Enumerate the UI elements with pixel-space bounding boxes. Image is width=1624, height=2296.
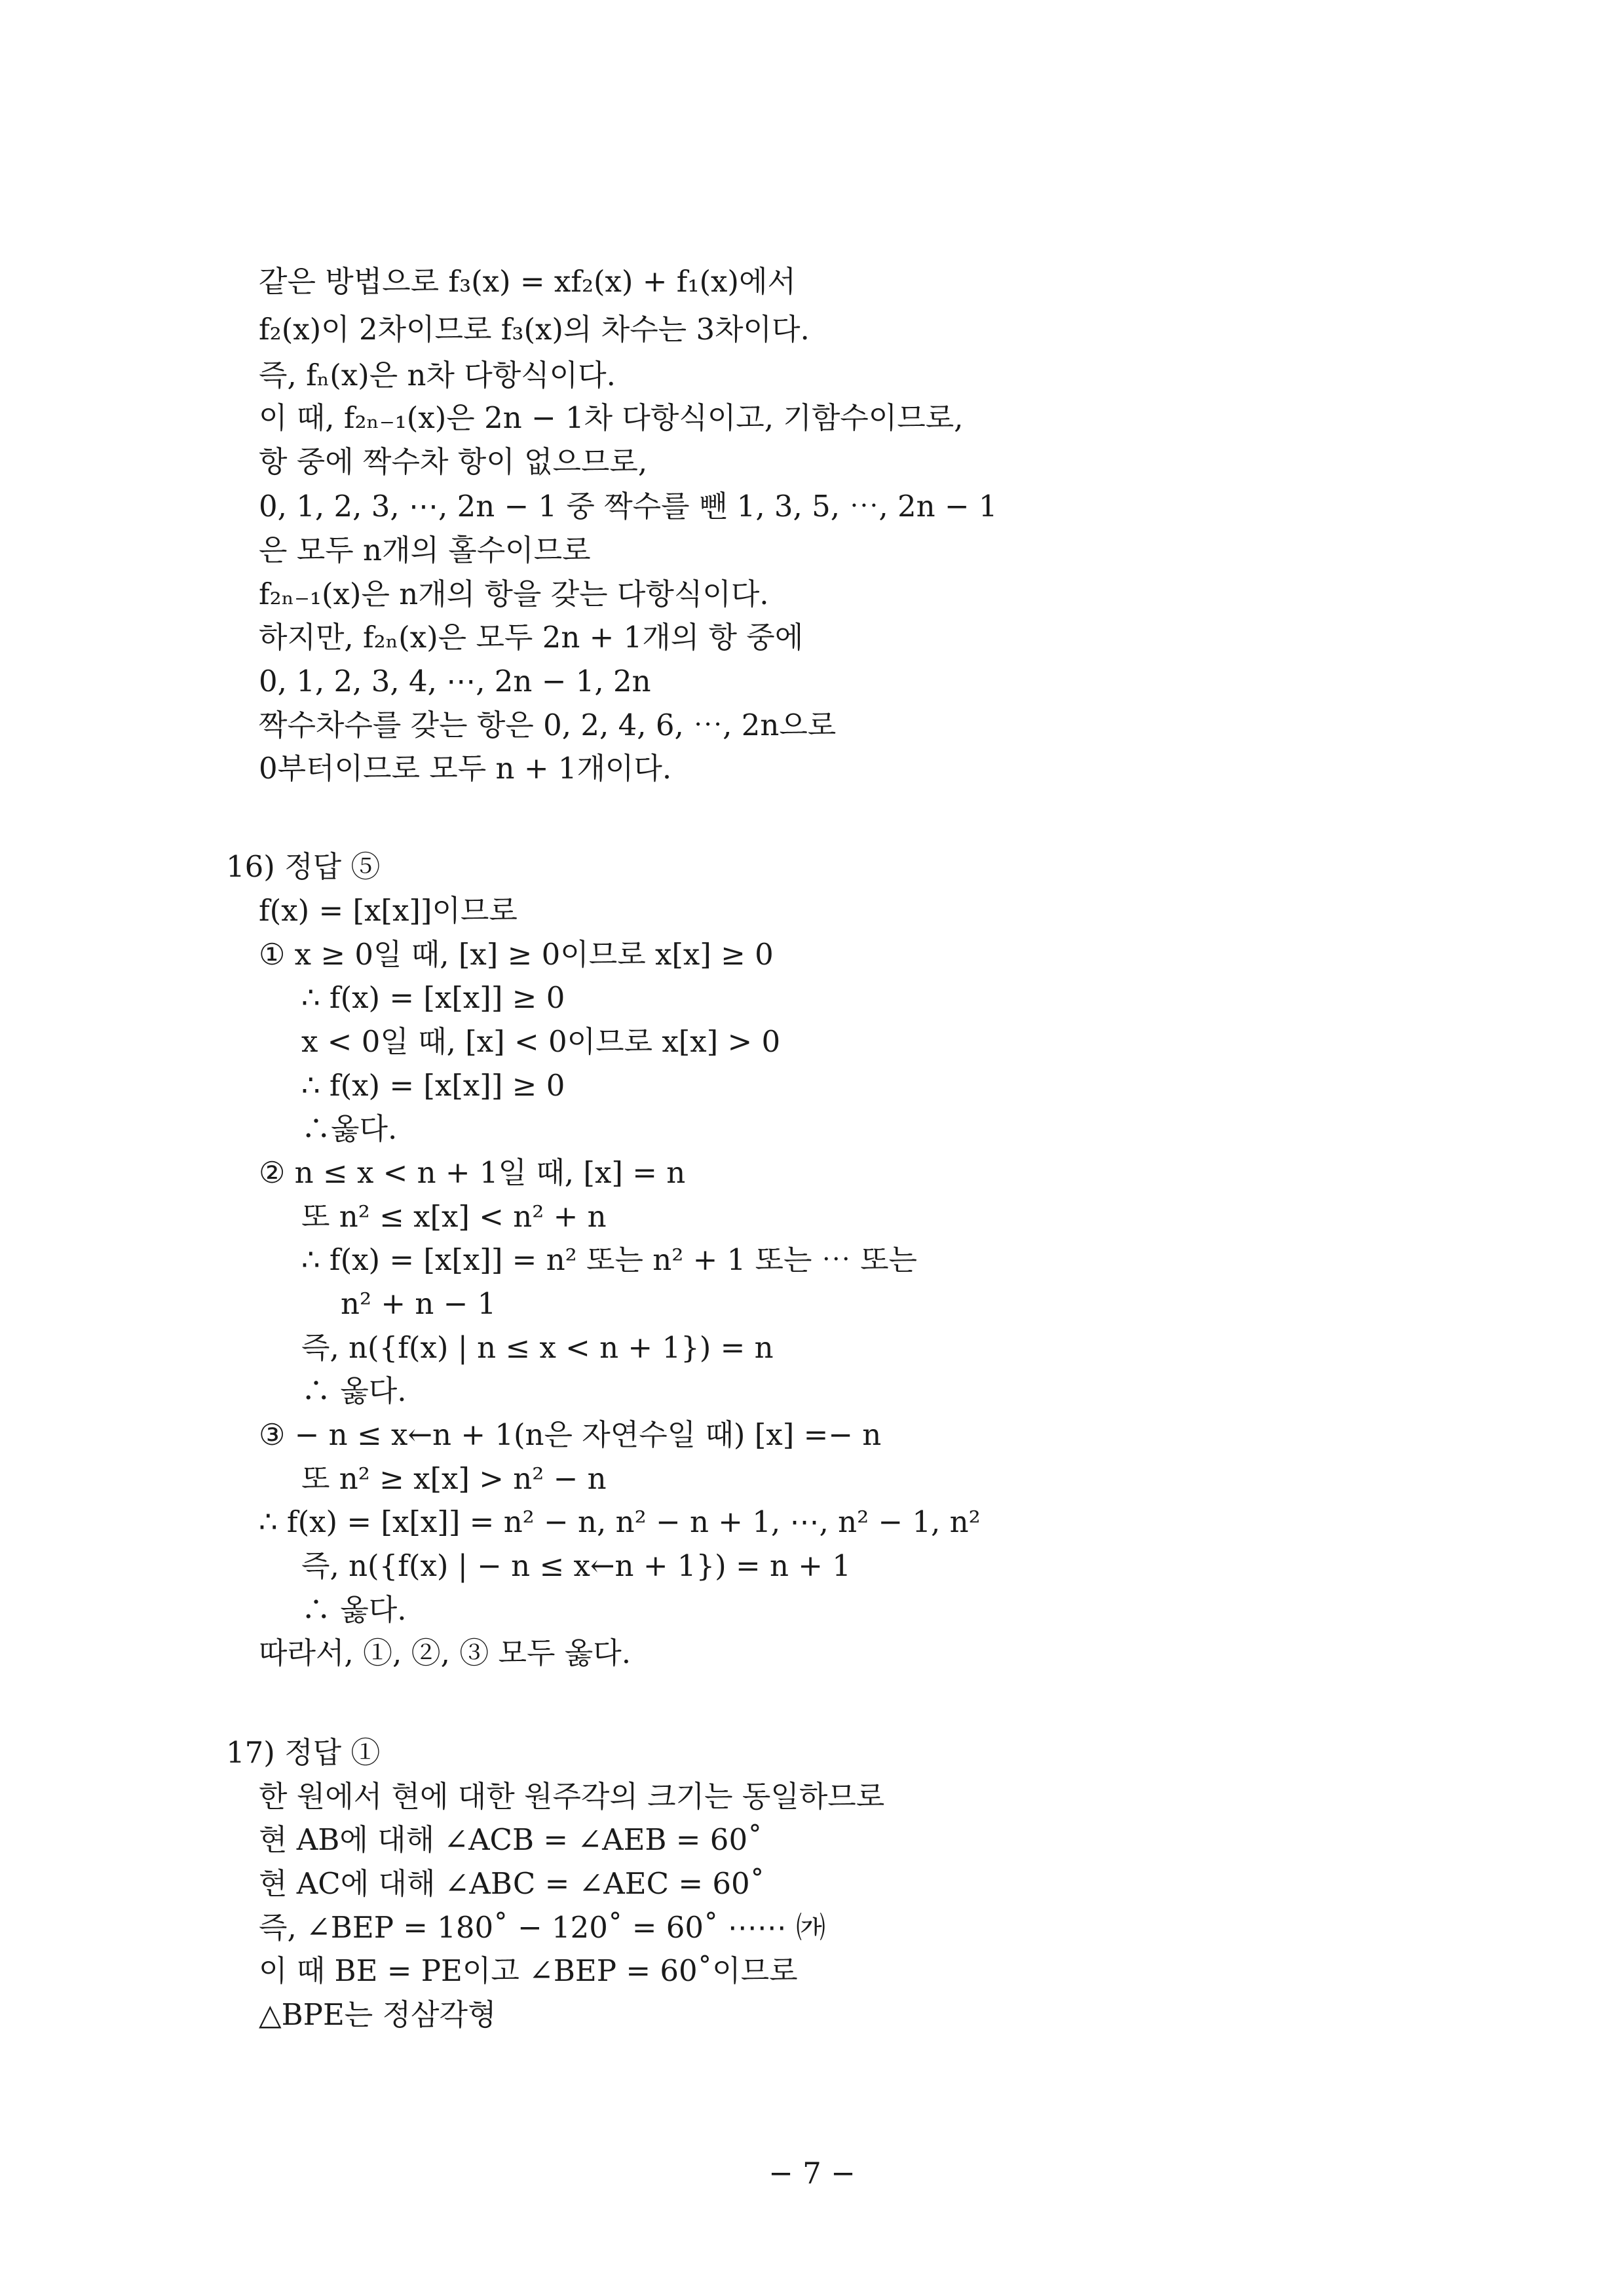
text-line: 0, 1, 2, 3, 4, ⋯, 2n − 1, 2n xyxy=(259,664,651,698)
text-line: △BPE는 정삼각형 xyxy=(259,1997,497,2032)
text-line: 현 AC에 대해 ∠ABC = ∠AEC = 60˚ xyxy=(259,1866,765,1901)
text-line: 한 원에서 현에 대한 원주각의 크기는 동일하므로 xyxy=(259,1779,885,1814)
text-line: 같은 방법으로 f₃(x) = xf₂(x) + f₁(x)에서 xyxy=(259,264,796,299)
text-line: n² + n − 1 xyxy=(341,1286,497,1321)
text-line: 이 때 BE = PE이고 ∠BEP = 60˚이므로 xyxy=(259,1953,798,1988)
text-line: f₂(x)이 2차이므로 f₃(x)의 차수는 3차이다. xyxy=(259,312,810,347)
text-line: ∴ f(x) = [x[x]] = n² 또는 n² + 1 또는 ⋯ 또는 xyxy=(301,1242,918,1277)
text-line: ② n ≤ x < n + 1일 때, [x] = n xyxy=(259,1155,686,1190)
text-line: 이 때, f₂ₙ₋₁(x)은 2n − 1차 다항식이고, 기함수이므로, xyxy=(259,400,964,435)
text-line: 0부터이므로 모두 n + 1개이다. xyxy=(259,751,672,786)
text-line: ∴ 옳다. xyxy=(301,1373,407,1408)
text-line: ∴ f(x) = [x[x]] ≥ 0 xyxy=(301,1068,565,1103)
text-line: 또 n² ≥ x[x] > n² − n xyxy=(301,1461,607,1496)
answer-heading: 17) 정답 ① xyxy=(226,1735,381,1770)
text-line: 짝수차수를 갖는 항은 0, 2, 4, 6, ⋯, 2n으로 xyxy=(259,708,837,742)
text-line: ∴옳다. xyxy=(301,1111,398,1146)
text-line: ∴ f(x) = [x[x]] = n² − n, n² − n + 1, ⋯, n² − 1, n² xyxy=(259,1504,981,1539)
page-number: − 7 − xyxy=(768,2156,856,2191)
text-line: x < 0일 때, [x] < 0이므로 x[x] > 0 xyxy=(301,1024,781,1059)
text-line: 즉, fₙ(x)은 n차 다항식이다. xyxy=(259,358,616,392)
text-line: ∴ f(x) = [x[x]] ≥ 0 xyxy=(301,980,565,1015)
text-line: f₂ₙ₋₁(x)은 n개의 항을 갖는 다항식이다. xyxy=(259,577,769,611)
text-line: ③ − n ≤ x←n + 1(n은 자연수일 때) [x] =− n xyxy=(259,1417,882,1452)
text-line: 또 n² ≤ x[x] < n² + n xyxy=(301,1199,607,1234)
text-line: 은 모두 n개의 홀수이므로 xyxy=(259,533,591,567)
text-line: 하지만, f₂ₙ(x)은 모두 2n + 1개의 항 중에 xyxy=(259,620,804,655)
answer-heading: 16) 정답 ⑤ xyxy=(226,849,381,884)
text-line: 현 AB에 대해 ∠ACB = ∠AEB = 60˚ xyxy=(259,1822,763,1857)
text-line: 즉, n({f(x) | − n ≤ x←n + 1}) = n + 1 xyxy=(301,1548,851,1583)
text-line: 항 중에 짝수차 항이 없으므로, xyxy=(259,444,648,479)
text-line: 즉, ∠BEP = 180˚ − 120˚ = 60˚ ⋯⋯ ㈎ xyxy=(259,1910,826,1945)
text-line: f(x) = [x[x]]이므로 xyxy=(259,893,518,928)
text-line: ① x ≥ 0일 때, [x] ≥ 0이므로 x[x] ≥ 0 xyxy=(259,937,774,972)
text-line: 즉, n({f(x) | n ≤ x < n + 1}) = n xyxy=(301,1330,774,1365)
text-line: ∴ 옳다. xyxy=(301,1592,407,1627)
text-line: 0, 1, 2, 3, ⋯, 2n − 1 중 짝수를 뺀 1, 3, 5, ⋯, 2n − 1 xyxy=(259,489,998,524)
text-line: 따라서, ①, ②, ③ 모두 옳다. xyxy=(259,1636,632,1670)
